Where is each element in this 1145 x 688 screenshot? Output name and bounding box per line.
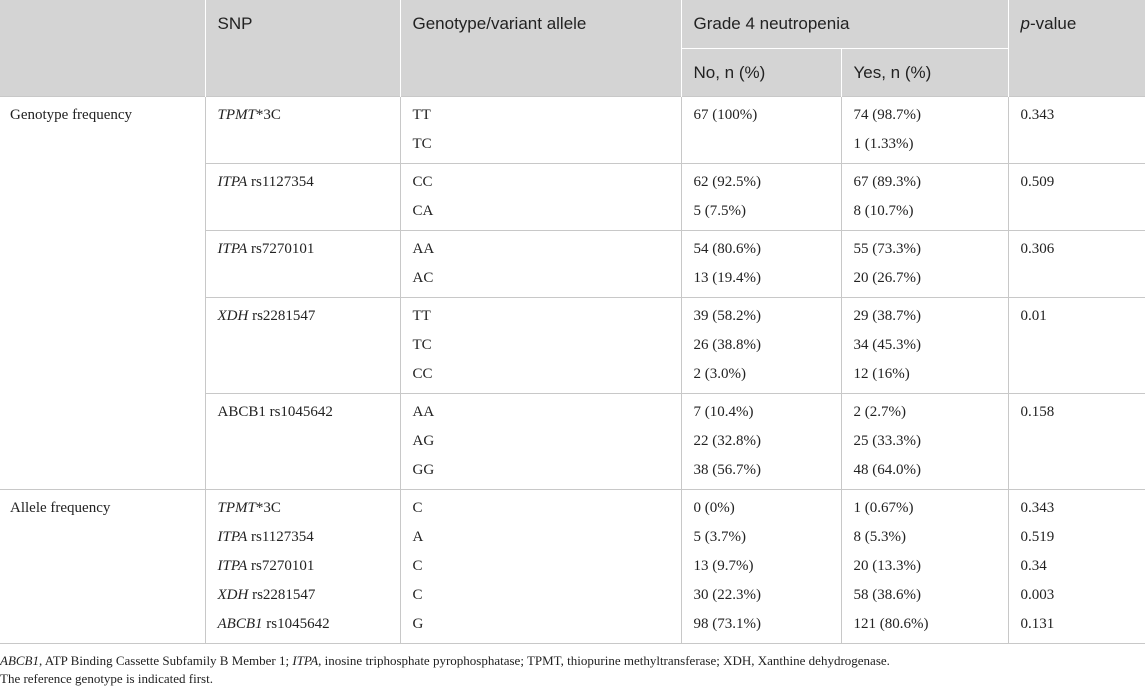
allele-value: G xyxy=(412,615,424,632)
no-count: 7 (10.4%) xyxy=(693,403,754,420)
genotype-value: AC xyxy=(412,269,434,286)
pvalue: 0.343 xyxy=(1020,499,1055,516)
pvalue-cell: 0.01 xyxy=(1008,297,1145,393)
genotype-value: CC xyxy=(412,173,433,190)
genotype-value: TC xyxy=(412,135,432,152)
no-count: 62 (92.5%) xyxy=(693,173,761,190)
no-count: 5 (7.5%) xyxy=(693,202,746,219)
table-footnote xyxy=(0,652,1145,688)
snp-id: rs1045642 xyxy=(262,615,330,632)
yes-count: 1 (1.33%) xyxy=(853,135,914,152)
no-cell xyxy=(681,163,841,230)
yes-count: 8 (10.7%) xyxy=(853,202,914,219)
genotype-value: AA xyxy=(412,240,435,257)
pvalue-cell: 0.158 xyxy=(1008,393,1145,489)
yes-count: 58 (38.6%) xyxy=(853,586,921,603)
snp-id: rs7270101 xyxy=(247,240,315,257)
pvalue-cell: 0.343 xyxy=(1008,96,1145,163)
yes-cell xyxy=(841,163,1008,230)
genotype-cell xyxy=(400,163,681,230)
gene-name: ITPA xyxy=(217,173,248,190)
gene-name: ITPA xyxy=(217,557,248,574)
snp-id: rs7270101 xyxy=(247,557,315,574)
header-pvalue: p-value xyxy=(1008,0,1145,96)
no-cell xyxy=(681,230,841,297)
snp-id: rs2281547 xyxy=(248,586,316,603)
snp-id: *3C xyxy=(255,106,281,123)
yes-count: 29 (38.7%) xyxy=(853,307,921,324)
no-count: 22 (32.8%) xyxy=(693,432,761,449)
snp-cell xyxy=(205,297,400,393)
pvalue: 0.519 xyxy=(1020,528,1055,545)
pvalue: 0.131 xyxy=(1020,615,1055,632)
gene-name: ABCB1 xyxy=(217,615,263,632)
no-count: 13 (19.4%) xyxy=(693,269,761,286)
header-genotype: Genotype/variant allele xyxy=(400,0,681,96)
allele-value: C xyxy=(412,499,423,516)
snp-cell xyxy=(205,163,400,230)
no-count: 38 (56.7%) xyxy=(693,461,761,478)
section-label-genotype: Genotype frequency xyxy=(0,96,205,489)
pvalue: 0.003 xyxy=(1020,586,1055,603)
no-count: 5 (3.7%) xyxy=(693,528,746,545)
yes-count: 48 (64.0%) xyxy=(853,461,921,478)
genotype-value: CC xyxy=(412,365,433,382)
yes-cell xyxy=(841,489,1008,643)
genotype-value: TT xyxy=(412,106,431,123)
gene-name: ITPA xyxy=(217,528,248,545)
section-label-allele: Allele frequency xyxy=(0,489,205,643)
allele-value: C xyxy=(412,586,423,603)
footnote-reference: The reference genotype is indicated first. xyxy=(0,671,213,686)
header-grade4-neutropenia: Grade 4 neutropenia xyxy=(681,0,1008,48)
snp-id: rs1127354 xyxy=(247,528,314,545)
yes-count: 55 (73.3%) xyxy=(853,240,921,257)
table-row xyxy=(0,489,1145,643)
pvalue-cell xyxy=(1008,489,1145,643)
genotype-cell xyxy=(400,230,681,297)
yes-count: 1 (0.67%) xyxy=(853,499,914,516)
no-cell xyxy=(681,393,841,489)
no-count: 67 (100%) xyxy=(693,106,758,123)
gene-name: XDH xyxy=(217,307,249,324)
snp-id: *3C xyxy=(255,499,281,516)
yes-cell xyxy=(841,297,1008,393)
snp-cell xyxy=(205,489,400,643)
yes-count: 74 (98.7%) xyxy=(853,106,921,123)
snp-cell xyxy=(205,230,400,297)
snp-cell xyxy=(205,96,400,163)
genotype-value: AA xyxy=(412,403,435,420)
no-count: 13 (9.7%) xyxy=(693,557,754,574)
no-cell xyxy=(681,96,841,163)
gene-name: ITPA xyxy=(217,240,248,257)
pvalue: 0.34 xyxy=(1020,557,1047,574)
snp-id: ABCB1 rs1045642 xyxy=(217,403,333,420)
header-no: No, n (%) xyxy=(681,48,841,96)
yes-count: 67 (89.3%) xyxy=(853,173,921,190)
yes-count: 25 (33.3%) xyxy=(853,432,921,449)
genotype-cell xyxy=(400,393,681,489)
no-cell xyxy=(681,297,841,393)
gene-name: XDH xyxy=(217,586,249,603)
genotype-cell xyxy=(400,96,681,163)
yes-count: 20 (26.7%) xyxy=(853,269,921,286)
allele-value: C xyxy=(412,557,423,574)
yes-count: 34 (45.3%) xyxy=(853,336,921,353)
gene-name: TPMT xyxy=(217,106,256,123)
no-count: 2 (3.0%) xyxy=(693,365,746,382)
header-blank xyxy=(0,0,205,96)
genotype-value: GG xyxy=(412,461,435,478)
no-count: 26 (38.8%) xyxy=(693,336,761,353)
allele-cell xyxy=(400,489,681,643)
snp-id: rs2281547 xyxy=(248,307,316,324)
gene-name: TPMT xyxy=(217,499,256,516)
yes-cell xyxy=(841,96,1008,163)
yes-cell xyxy=(841,393,1008,489)
table-body xyxy=(0,96,1145,643)
no-count xyxy=(694,130,841,159)
no-cell xyxy=(681,489,841,643)
no-count: 54 (80.6%) xyxy=(693,240,761,257)
genotype-value: TC xyxy=(412,336,432,353)
snp-id: rs1127354 xyxy=(247,173,314,190)
genotype-value: CA xyxy=(412,202,434,219)
yes-count: 8 (5.3%) xyxy=(853,528,906,545)
header-yes: Yes, n (%) xyxy=(841,48,1008,96)
table-row xyxy=(0,96,1145,163)
header-snp: SNP xyxy=(205,0,400,96)
yes-count: 2 (2.7%) xyxy=(853,403,906,420)
yes-count: 12 (16%) xyxy=(853,365,910,382)
pvalue-cell: 0.509 xyxy=(1008,163,1145,230)
footnote-abbreviations: ABCB1, ATP Binding Cassette Subfamily B Member 1; ITPA, inosine triphosphate pyrophosphatase; TPMT, thiopurine methyltransferase; XDH, Xanthine dehydrogenase. xyxy=(0,653,890,668)
yes-count: 20 (13.3%) xyxy=(853,557,921,574)
genotype-cell xyxy=(400,297,681,393)
snp-cell xyxy=(205,393,400,489)
no-count: 0 (0%) xyxy=(693,499,735,516)
allele-value: A xyxy=(412,528,424,545)
genotype-value: AG xyxy=(412,432,435,449)
no-count: 30 (22.3%) xyxy=(693,586,761,603)
no-count: 39 (58.2%) xyxy=(693,307,761,324)
yes-count: 121 (80.6%) xyxy=(853,615,929,632)
no-count: 98 (73.1%) xyxy=(693,615,761,632)
yes-cell xyxy=(841,230,1008,297)
genotype-value: TT xyxy=(412,307,431,324)
pvalue-cell: 0.306 xyxy=(1008,230,1145,297)
